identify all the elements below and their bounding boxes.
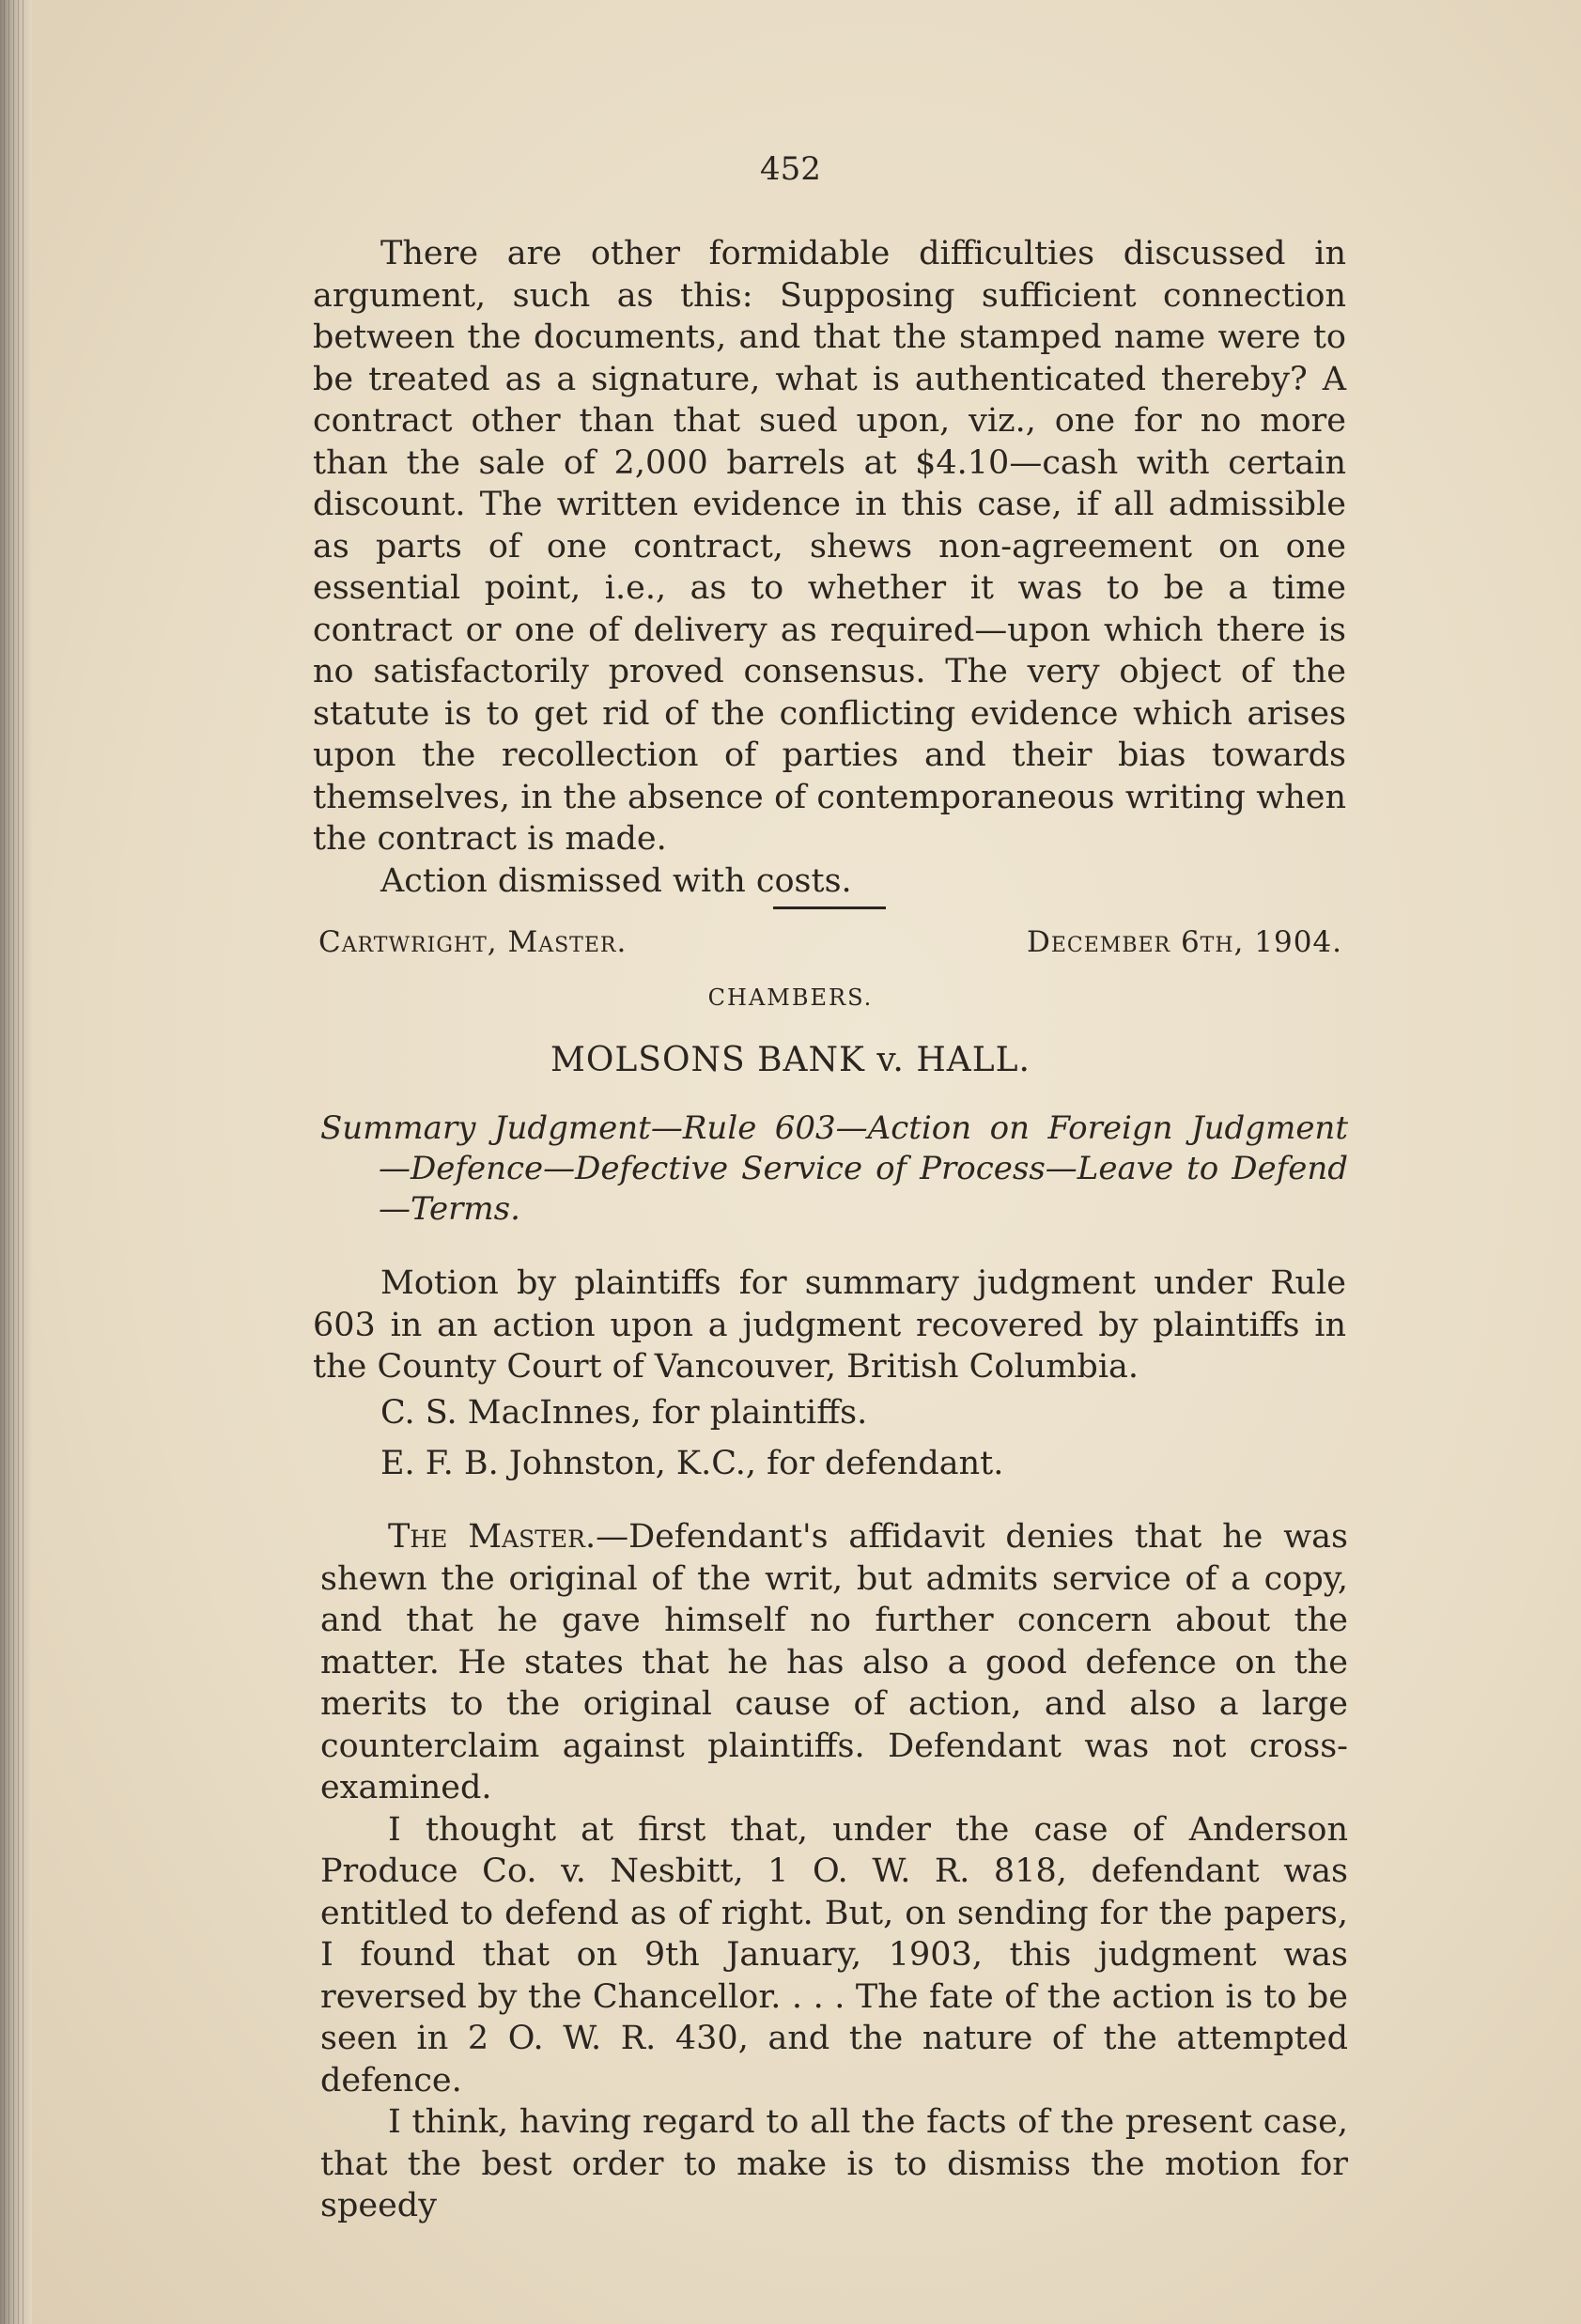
headnote-text: Summary Judgment—Rule 603—Action on Foreign Judgment —Defence—Defective Service of Process—Leave to Defend —Terms. [320,1109,1348,1228]
judgment-paragraph-1-text: —Defendant's affidavit denies that he was shewn the original of the writ, but admits service of a copy, and that he gave himself no further concern about the matter. He states that he has also a good defence on the merits to the original cause of action, and also a large counterclaim against plaintiffs. Defendant was not cross-examined. [320,1518,1348,1806]
section-divider [773,906,886,909]
judgment-speaker: The Master. [388,1518,597,1556]
judgment-paragraph-3: I think, having regard to all the facts of the present case, that the best order to make is to dismiss the motion for speedy [320,2103,1348,2224]
continued-paragraph: There are other formidable difficulties discussed in argument, such as this: Supposing sufficient connection between the documents, and that the stamped name were to be treated as a signature, what is authenticated thereby? A contract other than that sued upon, viz., one for no more than the sale of 2,000 barrels at $4.10—cash with certain discount. The written evidence in this case, if all admissible as parts of one contract, shews non-agreement on one essential point, i.e., as to whether it was to be a time contract or one of delivery as required—upon which there is no satisfactorily proved consensus. The very object of the statute is to get rid of the conflicting evidence which arises upon the recollection of parties and their bias towards themselves, in the absence of contemporaneous writing when the contract is made. [313,235,1346,858]
page-number: 452 [760,150,821,188]
counsel-defendant: E. F. B. Johnston, K.C., for defendant. [380,1445,1004,1482]
court-venue: CHAMBERS. [707,984,874,1011]
headnote [320,1108,1348,1230]
motion-paragraph: Motion by plaintiffs for summary judgment under Rule 603 in an action upon a judgment recovered by plaintiffs in the County Court of Vancouver, British Columbia. [313,1264,1346,1386]
decision-date: December 6th, 1904. [1026,925,1342,959]
judgment-paragraph-2: I thought at first that, under the case of Anderson Produce Co. v. Nesbitt, 1 O. W. R. 818, defendant was entitled to defend as of right. But, on sending for the papers, I found that on 9th January, 1903, this judgment was reversed by the Chancellor. . . . The fate of the action is to be seen in 2 O. W. R. 430, and the nature of the attempted defence. [320,1810,1348,2099]
binding-texture [4,0,24,2324]
counsel-plaintiffs: C. S. MacInnes, for plaintiffs. [380,1393,868,1432]
motion-section [313,1263,1346,1485]
judge-name: Cartwright, Master. [318,925,628,959]
judgment-section [320,1516,1348,2227]
book-binding-edge [0,0,32,2324]
disposition: Action dismissed with costs. [380,861,852,900]
judgment-paragraph-1 [320,1516,1348,1809]
case-title: MOLSONS BANK v. HALL. [550,1041,1031,1079]
continued-text [313,233,1346,902]
